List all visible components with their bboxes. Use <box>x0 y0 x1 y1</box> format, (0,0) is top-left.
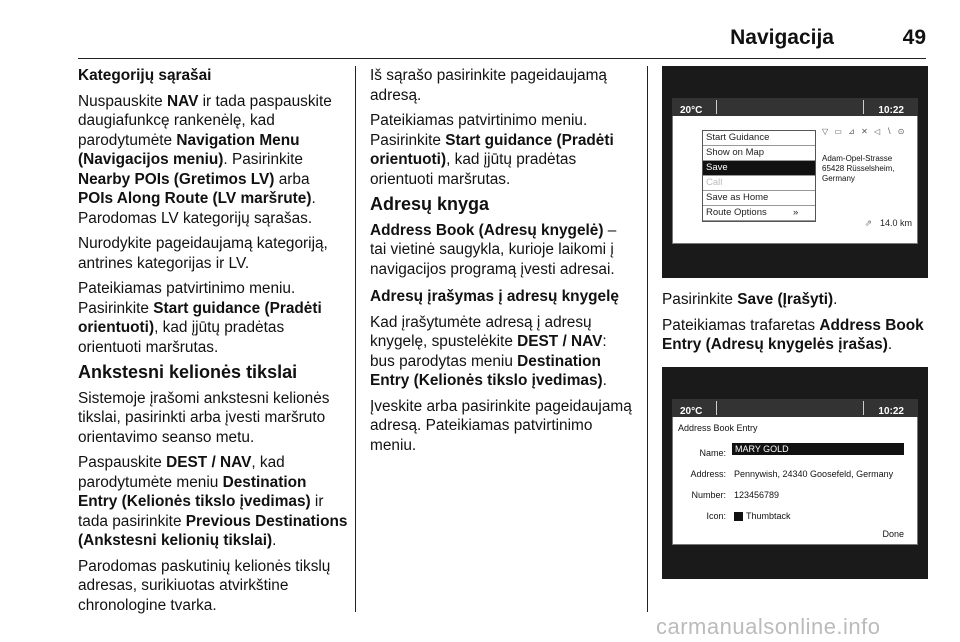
status-bar <box>672 399 918 417</box>
context-menu <box>702 130 816 222</box>
paragraph: Pasirinkite Save (Įrašyti). <box>662 291 838 308</box>
route-icon: ⇗ <box>864 218 872 228</box>
menu-item-save[interactable]: Save <box>703 161 815 176</box>
column-3 <box>662 66 930 579</box>
paragraph: Nurodykite pageidaujamą kategoriją, antrines kategorijas ir LV. <box>78 235 328 272</box>
number-field[interactable]: 123456789 <box>734 489 780 500</box>
destination-address: Adam-Opel-Strasse 65428 Rüsselsheim, Germany <box>822 154 895 183</box>
thumbtack-icon <box>734 512 743 521</box>
status-bar <box>672 98 918 116</box>
heading-address-book: Adresų knyga <box>370 194 490 214</box>
temperature: 20°C <box>680 105 703 116</box>
heading-save-address: Adresų įrašymas į adresų knygelę <box>370 288 619 305</box>
divider <box>863 100 864 114</box>
paragraph: Iš sąrašo pasirinkite pageidaujamą adresą. <box>370 67 607 104</box>
page-number: 49 <box>902 26 926 49</box>
column-divider <box>355 66 356 612</box>
form-title: Address Book Entry <box>678 422 758 433</box>
column-2 <box>370 66 632 461</box>
divider <box>716 401 717 415</box>
screenshot-address-book-entry <box>662 367 928 579</box>
name-label: Name: <box>699 447 726 458</box>
paragraph: Pateikiamas patvirtinimo meniu. Pasirinkite Start guidance (Pradėti orientuoti), kad įjūtų pradėtas orientuoti maršrutas. <box>78 280 322 356</box>
paragraph: Nuspauskite NAV ir tada paspauskite daugiafunkcę rankenėlę, kad parodytumėte Navigation Menu (Navigacijos meniu). Pasirinkite Nearby POIs (Gretimos LV) arba POIs Along Route (LV maršrute). Parodomas LV kategorijų sąrašas. <box>78 92 332 227</box>
distance: 14.0 km <box>879 218 912 228</box>
divider <box>863 401 864 415</box>
done-button[interactable]: Done <box>882 528 904 539</box>
clock: 10:22 <box>878 105 904 116</box>
icon-field[interactable]: Thumbtack <box>734 507 791 527</box>
address-field[interactable]: Pennywish, 24340 Goosefeld, Germany <box>734 468 894 479</box>
paragraph: Address Book (Adresų knygelė) – tai vietinė saugykla, kurioje laikomi į navigacijos programą įvesti adresai. <box>370 221 617 278</box>
paragraph: Pateikiamas trafaretas Address Book Entry (Adresų knygelės įrašas). <box>662 316 924 353</box>
column-1 <box>78 66 348 621</box>
heading-previous-destinations: Ankstesni kelionės tikslai <box>78 362 298 382</box>
page-header <box>78 22 926 59</box>
paragraph: Paspauskite DEST / NAV, kad parodytumėte meniu Destination Entry (Kelionės tikslo įvedimas) ir tada pasirinkite Previous Destinations (Ankstesni kelionių tikslai). <box>78 454 348 549</box>
paragraph: Kad įrašytumėte adresą į adresų knygelę, spustelėkite DEST / NAV: bus parodytas meniu Destination Entry (Kelionės tikslo įvedimas). <box>370 313 607 389</box>
icon-label: Icon: <box>706 510 726 521</box>
temperature: 20°C <box>680 405 703 417</box>
chevron-right-icon: » <box>793 207 799 218</box>
divider <box>716 100 717 114</box>
heading-categories: Kategorijų sąrašai <box>78 67 212 84</box>
status-icons: ▽ ▭ ⊿ ✕ ◁ ∖ ⊙ <box>822 127 907 136</box>
menu-item-route-options[interactable]: Route Options » <box>703 206 815 221</box>
menu-item-show-on-map[interactable]: Show on Map <box>703 146 815 161</box>
name-field[interactable]: MARY GOLD <box>732 443 904 455</box>
paragraph: Sistemoje įrašomi ankstesni kelionės tikslai, pasirinkti arba įvesti maršruto orientavimo seanso metu. <box>78 389 330 446</box>
paragraph: Įveskite arba pasirinkite pageidaujamą adresą. Pateikiamas patvirtinimo meniu. <box>370 397 632 454</box>
menu-item-save-as-home[interactable]: Save as Home <box>703 191 815 206</box>
screenshot-navigation-menu <box>662 66 928 278</box>
menu-item-call[interactable]: Call <box>703 176 815 191</box>
address-label: Address: <box>690 468 726 479</box>
watermark: carmanualsonline.info <box>656 614 881 639</box>
menu-item-start-guidance[interactable]: Start Guidance <box>703 131 815 146</box>
number-label: Number: <box>691 489 726 500</box>
column-divider <box>647 66 648 612</box>
clock: 10:22 <box>878 405 904 417</box>
paragraph: Parodomas paskutinių kelionės tikslų adresas, surikiuotas atvirkštine chronologine tvarka. <box>78 557 331 614</box>
section-title: Navigacija <box>730 26 834 49</box>
paragraph: Pateikiamas patvirtinimo meniu. Pasirinkite Start guidance (Pradėti orientuoti), kad įjūtų pradėtas orientuoti maršrutas. <box>370 112 614 188</box>
